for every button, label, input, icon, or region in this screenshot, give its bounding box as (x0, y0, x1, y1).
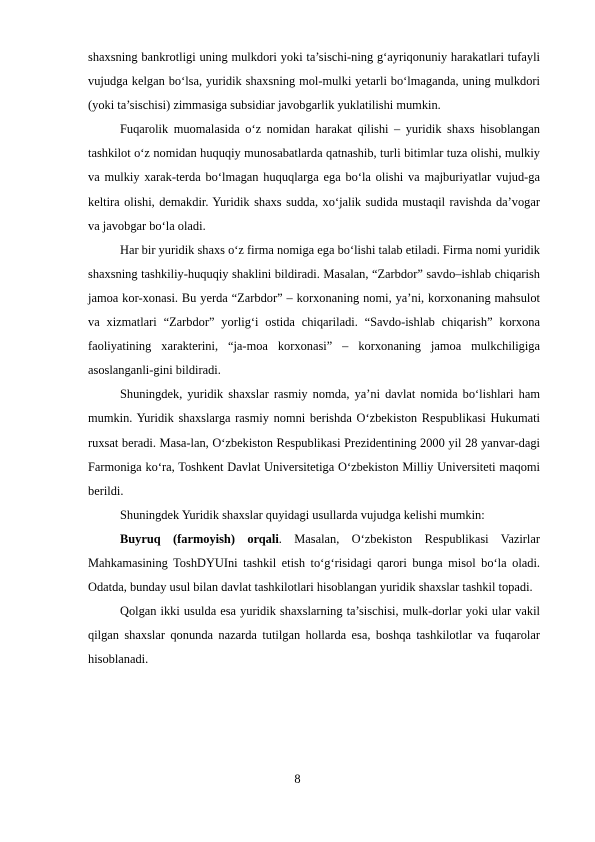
document-page (88, 45, 540, 671)
paragraph-6-text: . Masalan, O‘zbekiston Respublikasi Vazirlar Mahkamasining ToshDYUIni tashkil etish to‘g‘risidagi qarori bunga misol bo‘la oladi. Odatda, bunday usul bilan davlat tashkilotlari hisoblangan yuridik shaxslar tashkil topadi. (88, 531, 540, 595)
paragraph-5: Shuningdek Yuridik shaxslar quyidagi usullarda vujudga kelishi mumkin: (120, 507, 485, 522)
page-number: 8 (294, 772, 301, 786)
paragraph-6 (88, 527, 540, 599)
paragraph-2: Fuqarolik muomalasida o‘z nomidan harakat qilishi – yuridik shaxs hisoblangan tashkilot o‘z nomidan huquqiy munosabatlarda qatnashib, turli bitimlar tuza olishi, mulkiy va mulkiy xarak-terda bo‘lmagan huquqlarga ega bo‘la olishi va majburiyatlar vujud-ga keltira olishi, demakdir. Yuridik shaxs sudda, xo‘jalik sudida mustaqil ravishda da’vogar va javobgar bo‘la oladi. (88, 122, 540, 233)
paragraph-7: Qolgan ikki usulda esa yuridik shaxslarning ta’sischisi, mulk-dorlar yoki ular vakil qilgan shaxslar qonunda nazarda tutilgan hollarda esa, boshqa tashkilotlar va fuqarolar hisoblanadi. (88, 604, 540, 667)
paragraph-1: shaxsning bankrotligi uning mulkdori yoki ta’sischi-ning g‘ayriqonuniy harakatlari tufayli vujudga kelgan bo‘lsa, yuridik shaxsning mol-mulki yetarli bo‘lmaganda, uning mulkdori (yoki ta’sischisi) zimmasiga subsidiar javobgarlik yuklatilishi mumkin. (88, 50, 540, 113)
paragraph-3: Har bir yuridik shaxs o‘z firma nomiga ega bo‘lishi talab etiladi. Firma nomi yuridik shaxsning tashkiliy-huquqiy shaklini bildiradi. Masalan, “Zarbdor” savdo–ishlab chiqarish jamoa kor-xonasi. Bu yerda “Zarbdor” – korxonaning nomi, ya’ni, korxonaning mahsulot va xizmatlari “Zarbdor” yorlig‘i ostida chiqariladi. “Savdo-ishlab chiqarish” korxona faoliyatining xarakterini, “ja-moa korxonasi” – korxonaning jamoa mulkchiligiga asoslanganli-gini bildiradi. (88, 242, 540, 378)
paragraph-6-bold-lead: Buyruq (farmoyish) orqali (120, 531, 279, 546)
paragraph-4: Shuningdek, yuridik shaxslar rasmiy nomda, ya’ni davlat nomida bo‘lishlari ham mumkin. Yuridik shaxslarga rasmiy nomni berishda O‘zbekiston Respublikasi Hukumati ruxsat beradi. Masa-lan, O‘zbekiston Respublikasi Prezidentining 2000 yil 28 yanvar-dagi Farmoniga ko‘ra, Toshkent Davlat Universitetiga O‘zbekiston Milliy Universiteti maqomi berildi. (88, 387, 540, 498)
